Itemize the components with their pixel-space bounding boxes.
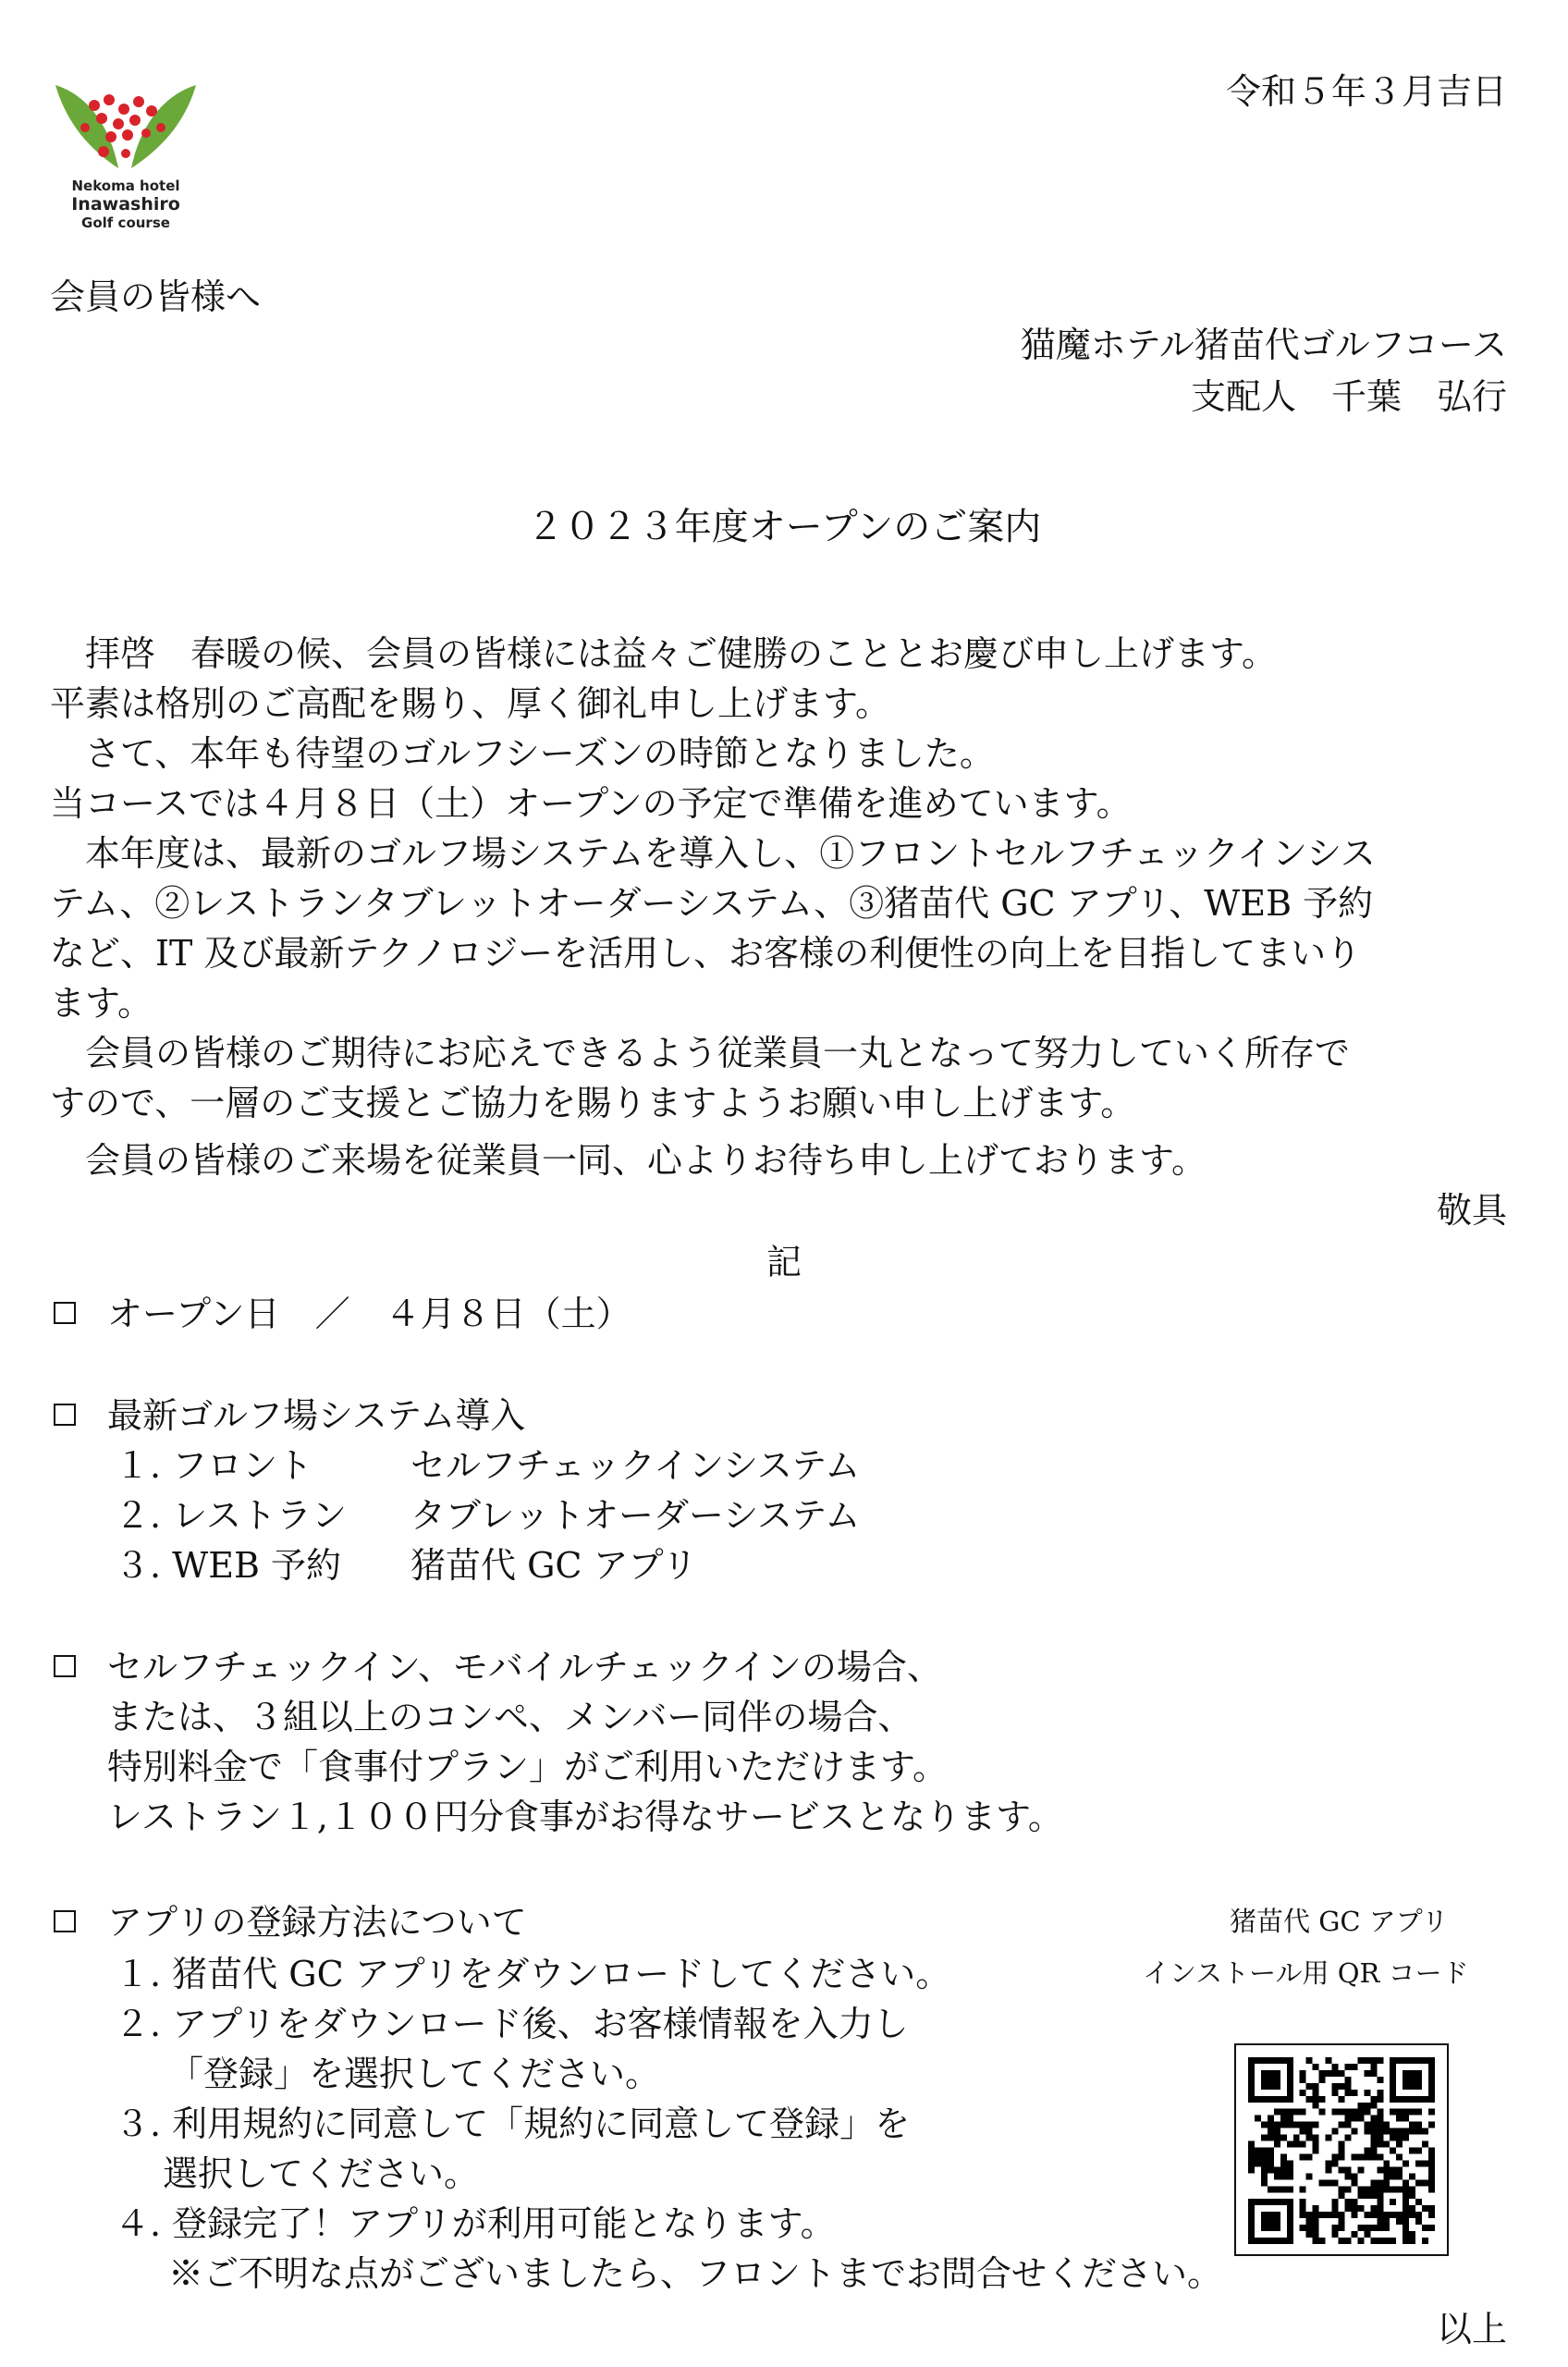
body-line-5: 本年度は、最新のゴルフ場システムを導入し、①フロントセルフチェックインシス — [50, 833, 1376, 874]
app-heading: アプリの登録方法について — [107, 1902, 527, 1943]
system-item-3-desc: 猪苗代 GC アプリ — [410, 1545, 698, 1586]
plan-line-2: または、３組以上のコンペ、メンバー同伴の場合、 — [107, 1697, 913, 1737]
qr-caption-1: 猪苗代 GC アプリ — [1230, 1906, 1449, 1937]
logo-line-2: Inawashiro — [71, 194, 180, 215]
body-line-6: テム、②レストランタブレットオーダーシステム、③猪苗代 GC アプリ、WEB 予約 — [50, 883, 1374, 924]
leaf-berry-emblem-icon — [48, 78, 203, 179]
body-line-11: 会員の皆様のご来場を従業員一同、心よりお待ち申し上げております。 — [50, 1140, 1207, 1181]
app-bullet — [54, 1910, 76, 1932]
app-step-2-cont: 「登録」を選択してください。 — [168, 2054, 661, 2094]
app-step-3-cont: 選択してください。 — [163, 2153, 480, 2194]
body-line-8: ます。 — [50, 983, 153, 1024]
sender-organization: 猫魔ホテル猪苗代ゴルフコース — [1020, 325, 1507, 365]
page-title: ２０２３年度オープンのご案内 — [526, 506, 1042, 548]
body-line-7: など、IT 及び最新テクノロジーを活用し、お客様の利便性の向上を目指してまいり — [50, 933, 1362, 974]
logo-line-3: Golf course — [81, 215, 170, 231]
ki-heading: 記 — [766, 1242, 802, 1282]
app-step-2: ２. アプリをダウンロード後、お客様情報を入力し — [115, 2004, 909, 2044]
app-step-1: １. 猪苗代 GC アプリをダウンロードしてください。 — [115, 1954, 951, 1994]
body-line-9: 会員の皆様のご期待にお応えできるよう従業員一丸となって努力していく所存で — [50, 1033, 1351, 1073]
body-line-4: 当コースでは４月８日（土）オープンの予定で準備を進めています。 — [50, 783, 1132, 824]
body-line-10: すので、一層のご支援とご協力を賜りますようお願い申し上げます。 — [50, 1083, 1136, 1123]
body-line-3: さて、本年も待望のゴルフシーズンの時節となりました。 — [50, 733, 995, 774]
body-line-1: 拝啓 春暖の候、会員の皆様には益々ご健勝のこととお慶び申し上げます。 — [50, 633, 1277, 674]
system-item-2-label: ２. レストラン — [115, 1495, 348, 1536]
app-step-3: ３. 利用規約に同意して「規約に同意して登録」を — [115, 2103, 911, 2144]
system-heading: 最新ゴルフ場システム導入 — [107, 1395, 526, 1436]
system-item-1-label: １. フロント — [115, 1445, 313, 1486]
open-date-text: オープン日 ／ ４月８日（土） — [107, 1294, 631, 1334]
body-line-2: 平素は格別のご高配を賜り、厚く御礼申し上げます。 — [50, 683, 890, 724]
sender-person: 支配人 千葉 弘行 — [1190, 376, 1507, 417]
plan-line-3: 特別料金で「食事付プラン」がご利用いただけます。 — [107, 1747, 948, 1787]
plan-line-4: レストラン１,１００円分食事がお得なサービスとなります。 — [107, 1797, 1063, 1837]
issue-date: 令和５年３月吉日 — [1225, 71, 1507, 112]
qr-code-icon — [1248, 2057, 1435, 2244]
system-item-1-desc: セルフチェックインシステム — [410, 1445, 861, 1486]
closing-keigu: 敬具 — [1436, 1190, 1507, 1231]
system-item-2-desc: タブレットオーダーシステム — [410, 1495, 861, 1536]
app-note: ※ご不明な点がございましたら、フロントまでお問合せください。 — [168, 2253, 1223, 2294]
closing-ijou: 以上 — [1436, 2309, 1507, 2349]
logo-line-1: Nekoma hotel — [71, 178, 180, 194]
plan-bullet — [54, 1655, 76, 1677]
system-item-3-label: ３. WEB 予約 — [115, 1545, 341, 1586]
app-step-4: ４. 登録完了！アプリが利用可能となります。 — [115, 2203, 836, 2244]
qr-code-frame[interactable] — [1234, 2043, 1449, 2256]
golf-course-logo — [48, 78, 203, 235]
plan-line-1: セルフチェックイン、モバイルチェックインの場合、 — [107, 1647, 942, 1687]
qr-caption-2: インストール用 QR コード — [1143, 1957, 1469, 1989]
salutation: 会員の皆様へ — [50, 276, 262, 317]
system-bullet — [54, 1404, 76, 1426]
open-date-bullet — [54, 1302, 76, 1324]
